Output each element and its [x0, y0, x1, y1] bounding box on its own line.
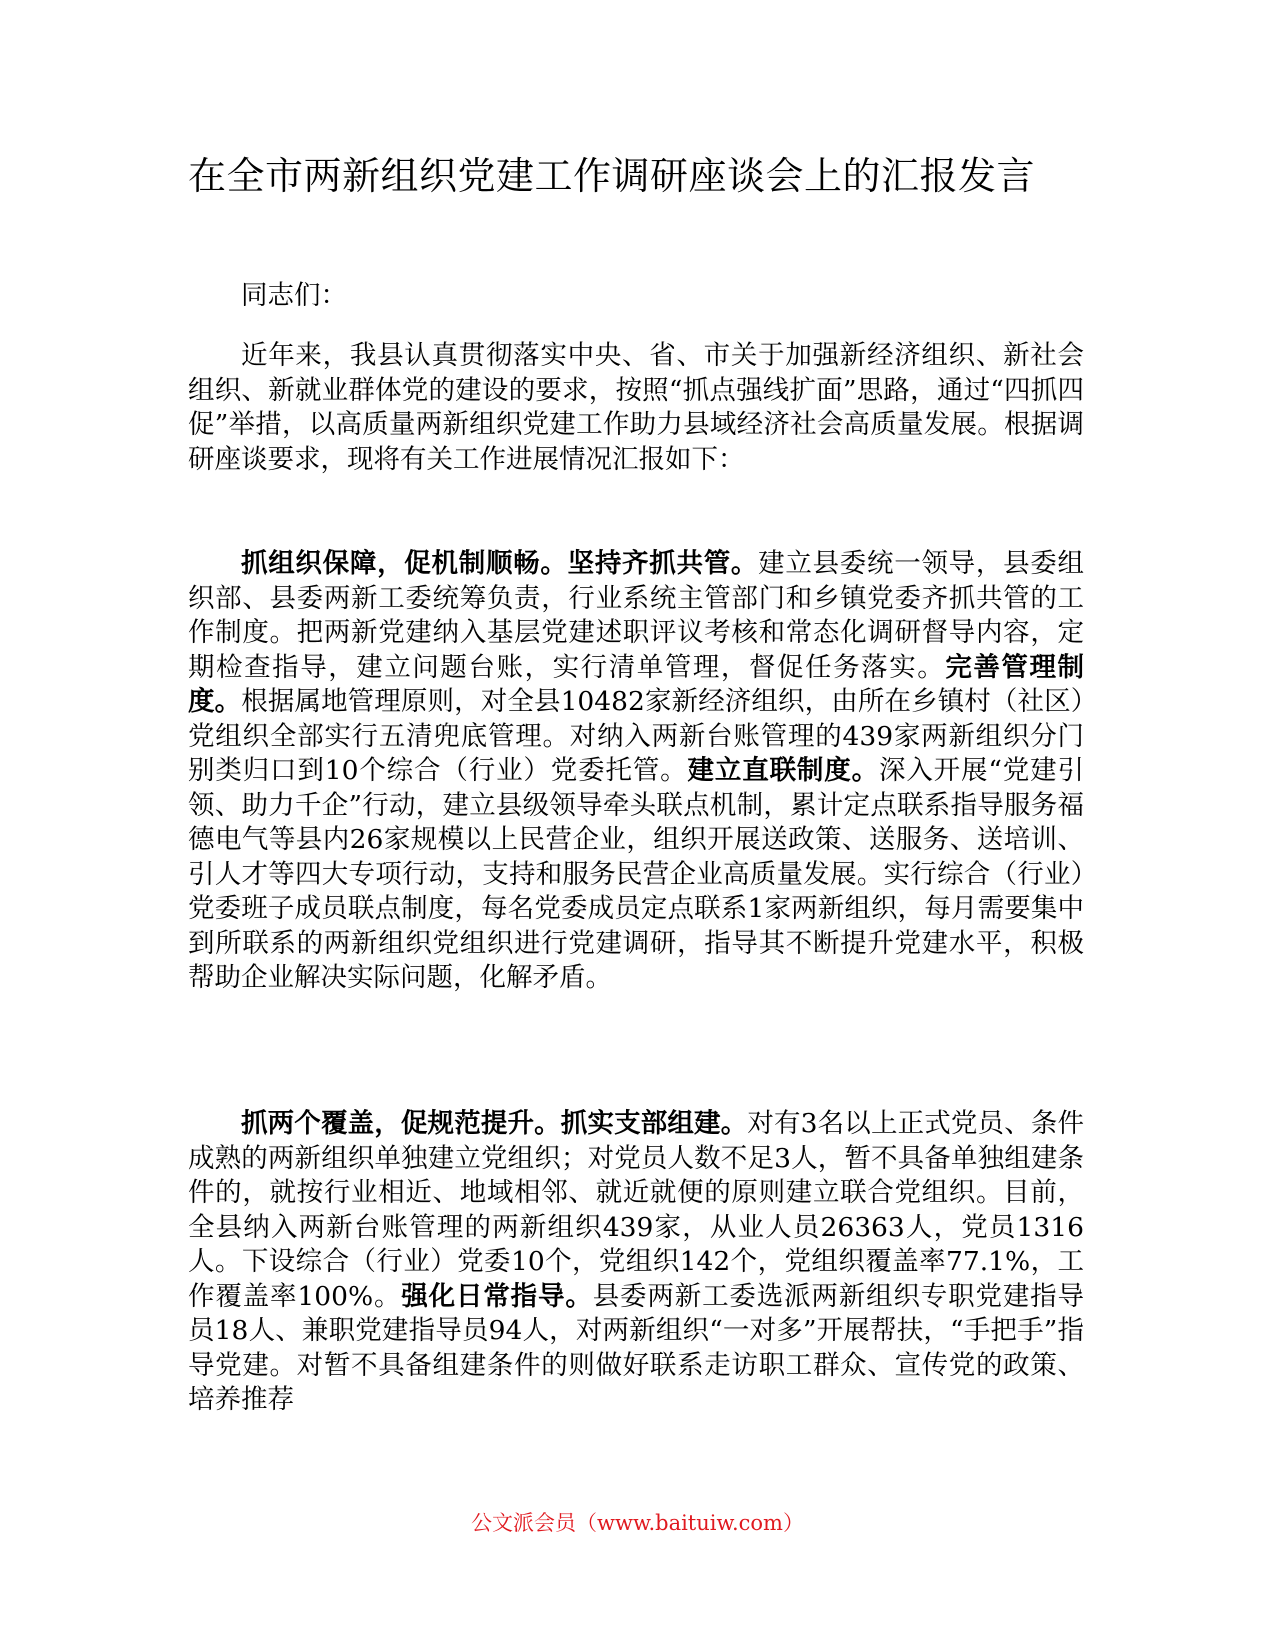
- greeting: 同志们：: [241, 280, 347, 311]
- body-text: 深入开展“党建引领、助力千企”行动，建立县级领导牵头联点机制，累计定点联系指导服务福德电气等县内26家规模以上民营企业，组织开展送政策、送服务、送培训、引人才等四大专项行动，支持和服务民营企业高质量发展。实行综合（行业）党委班子成员联点制度，每名党委成员定点联系1家两新组织，每月需要集中到所联系的两新组织党组织进行党建调研，指导其不断提升党建水平，积极帮助企业解决实际问题，化解矛盾。: [188, 755, 1084, 993]
- section-heading: 抓两个覆盖，促规范提升。: [241, 1108, 561, 1139]
- body-text: 根据属地管理原则，对全县10482家新经济组织，由所在乡镇村（社区）党组织全部实行五清兜底管理。对纳入两新台账管理的439家两新组织分门别类归口到10个综合（行业）党委托管。: [188, 686, 1085, 786]
- section-organization-guarantee: [188, 547, 1084, 996]
- subheading: 强化日常指导。: [401, 1280, 593, 1312]
- body-text: 建立县委统一领导，县委组织部、县委两新工委统筹负责，行业系统主管部门和乡镇党委齐抓共管的工作制度。把两新党建纳入基层党建述职评议考核和常态化调研督导内容，定期检查指导，建立问题台账，实行清单管理，督促任务落实。: [188, 548, 1085, 683]
- subheading: 抓实支部组建。: [560, 1108, 748, 1139]
- intro-paragraph: 近年来，我县认真贯彻落实中央、省、市关于加强新经济组织、新社会组织、新就业群体党的建设的要求，按照“抓点强线扩面”思路，通过“四抓四促”举措，以高质量两新组织党建工作助力县域经济社会高质量发展。根据调研座谈要求，现将有关工作进展情况汇报如下：: [188, 340, 1084, 475]
- section-two-coverage: [188, 1107, 1084, 1418]
- body-text: 县委两新工委选派两新组织专职党建指导员18人、兼职党建指导员94人，对两新组织“一对多”开展帮扶，“手把手”指导党建。对暂不具备组建条件的则做好联系走访职工群众、宣传党的政策、培养推荐: [188, 1280, 1085, 1415]
- subheading: 完善管理制度。: [188, 651, 1085, 717]
- subheading: 坚持齐抓共管。: [567, 548, 759, 579]
- footer-watermark: 公文派会员（www.baituiw.com）: [471, 1511, 804, 1535]
- page-title: 在全市两新组织党建工作调研座谈会上的汇报发言: [188, 154, 1036, 198]
- subheading: 建立直联制度。: [687, 755, 879, 786]
- section-heading: 抓组织保障，促机制顺畅。: [241, 548, 568, 579]
- body-text: 对有3名以上正式党员、条件成熟的两新组织单独建立党组织；对党员人数不足3人，暂不具备单独组建条件的，就按行业相近、地域相邻、就近就便的原则建立联合党组织。目前，全县纳入两新台账管理的两新组织439家，从业人员26363人，党员1316人。下设综合（行业）党委10个，党组织142个，党组织覆盖率77.1%，工作覆盖率100%。: [188, 1108, 1084, 1312]
